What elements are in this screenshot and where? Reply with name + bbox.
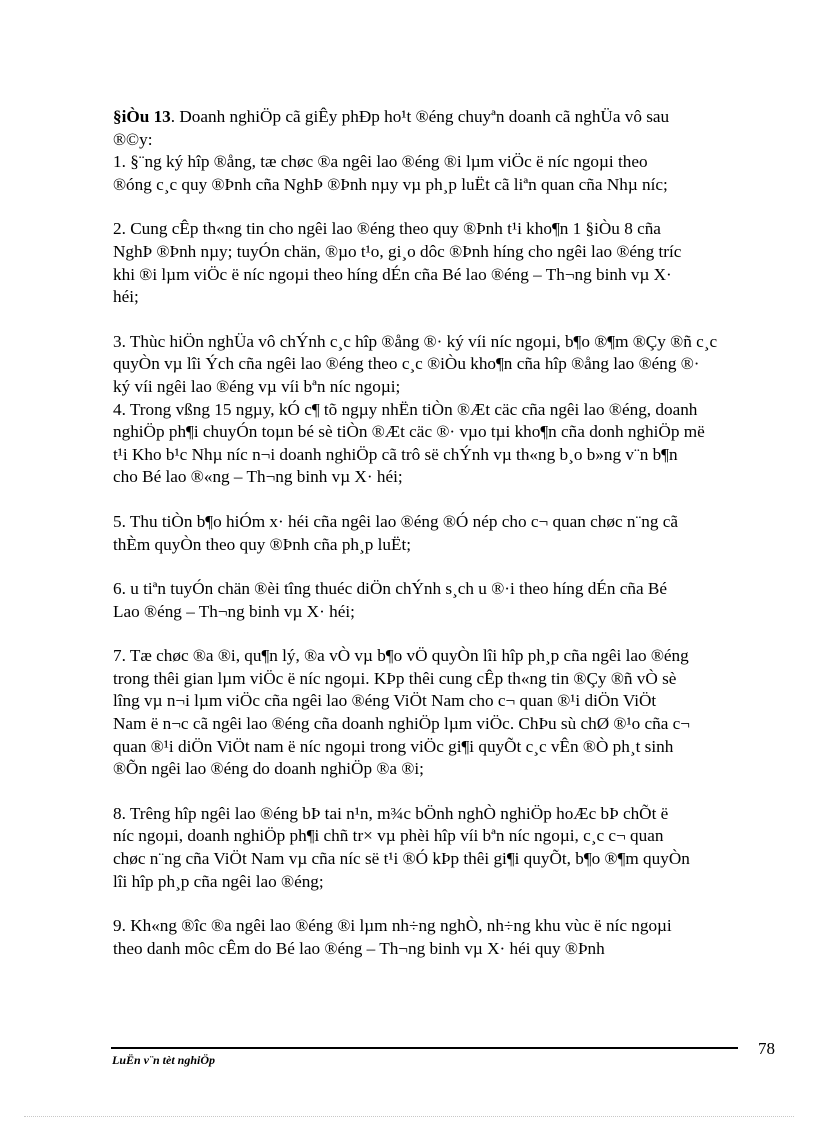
text-line: 4. Trong vßng 15 ngµy, kÓ c¶ tõ ngµy nhËn tiÒn ®Æt cäc cña ngêi lao ®éng, doanh <box>113 399 698 419</box>
paragraph-item-5 <box>113 511 760 556</box>
text-line: héi; <box>113 287 139 307</box>
text-line: NghÞ ®Þnh nµy; tuyÓn chän, ®µo t¹o, gi¸o dôc ®Þnh híng cho ngêi lao ®éng tríc <box>113 241 682 261</box>
text-line: Lao ®éng – Th¬ng binh vµ X· héi; <box>113 601 355 621</box>
paragraph-article-13-intro <box>113 106 760 196</box>
text-line: cho Bé lao ®«ng – Th¬ng binh vµ X· héi; <box>113 467 403 487</box>
text-line: Nam ë n¬c cã ngêi lao ®éng cña doanh nghiÖp lµm viÖc. ChÞu sù chØ ®¹o cña c¬ <box>113 714 690 734</box>
text-line: quyÒn vµ lîi Ých cña ngêi lao ®éng theo c¸c ®iÒu kho¶n cña hîp ®ång lao ®éng ®· <box>113 354 700 374</box>
text-line: khi ®i lµm viÖc ë níc ngoµi theo híng dÉn cña Bé lao ®éng – Th¬ng binh vµ X· <box>113 264 672 284</box>
paragraph-item-8 <box>113 803 760 893</box>
paragraph-item-7 <box>113 645 760 781</box>
paragraph-item-6 <box>113 578 760 623</box>
paragraph-item-9 <box>113 915 760 960</box>
article-heading: §iÒu 13 <box>113 107 171 126</box>
text-line: ®©y: <box>113 129 153 149</box>
text-line: 9. Kh«ng ®îc ®a ngêi lao ®éng ®i lµm nh÷ng nghÒ, nh÷ng khu vùc ë níc ngoµi <box>113 916 672 936</box>
text-line: theo danh môc cÊm do Bé lao ®éng – Th¬ng binh vµ X· héi quy ®Þnh <box>113 938 605 958</box>
text-line: §iÒu 13. Doanh nghiÖp cã giÊy phÐp ho¹t ®éng chuyªn doanh cã nghÜa vô sau <box>113 107 670 126</box>
text-line: 5. Thu tiÒn b¶o hiÓm x· héi cña ngêi lao ®éng ®Ó nép cho c¬ quan chøc n¨ng cã <box>113 511 678 531</box>
text-line: lîng vµ n¬i lµm viÖc cña ngêi lao ®éng ViÖt Nam cho c¬ quan ®¹i diÖn ViÖt <box>113 691 657 711</box>
text-line: thÈm quyÒn theo quy ®Þnh cña ph¸p luËt; <box>113 534 412 554</box>
text-line: t¹i Kho b¹c Nhµ níc n¬i doanh nghiÖp cã trô së chÝnh vµ th«ng b¸o b»ng v¨n b¶n <box>113 444 678 464</box>
footer-divider <box>111 1047 738 1049</box>
text-line: lîi hîp ph¸p cña ngêi lao ®éng; <box>113 871 324 891</box>
paragraph-item-2 <box>113 218 760 308</box>
text-line: ký víi ngêi lao ®éng vµ víi bªn níc ngoµi; <box>113 376 401 396</box>
text-line: 8. Trêng hîp ngêi lao ®éng bÞ tai n¹n, m¾c bÖnh nghÒ nghiÖp hoÆc bÞ chÕt ë <box>113 803 669 823</box>
footer-thesis-label: LuËn v¨n tèt nghiÖp <box>112 1053 216 1067</box>
text-line: nghiÖp ph¶i chuyÓn toµn bé sè tiÒn ®Æt cäc ®· vµo tµi kho¶n cña donh nghiÖp më <box>113 422 705 442</box>
text-line: ®óng c¸c quy ®Þnh cña NghÞ ®Þnh nµy vµ ph¸p luËt cã liªn quan cña Nhµ níc; <box>113 174 668 194</box>
text-line: chøc n¨ng cña ViÖt Nam vµ cña níc së t¹i ®Ó kÞp thêi gi¶i quyÕt, b¶o ®¶m quyÒn <box>113 849 690 869</box>
text-line: 7. Tæ chøc ®a ®i, qu¶n lý, ®a vÒ vµ b¶o vÖ quyÒn lîi hîp ph¸p cña ngêi lao ®éng <box>113 646 689 666</box>
text-line: ®Õn ngêi lao ®éng do doanh nghiÖp ®a ®i; <box>113 759 424 779</box>
text-line: 6. u tiªn tuyÓn chän ®èi tîng thuéc diÖn chÝnh s¸ch u ®·i theo híng dÉn cña Bé <box>113 579 668 599</box>
page-number: 78 <box>758 1039 775 1058</box>
document-body <box>113 106 760 960</box>
text-line: 1. §¨ng ký hîp ®ång, tæ chøc ®a ngêi lao ®éng ®i lµm viÖc ë níc ngoµi theo <box>113 152 648 172</box>
text-line: quan ®¹i diÖn ViÖt nam ë níc ngoµi trong viÖc gi¶i quyÕt c¸c vÊn ®Ò ph¸t sinh <box>113 736 674 756</box>
page-bottom-edge <box>24 1116 794 1117</box>
text-line: trong thêi gian lµm viÖc ë níc ngoµi. KÞp thêi cung cÊp th«ng tin ®Çy ®ñ vÒ sè <box>113 668 677 688</box>
text-line: 3. Thùc hiÖn nghÜa vô chÝnh c¸c hîp ®ång ®· ký víi níc ngoµi, b¶o ®¶m ®Çy ®ñ c¸c <box>113 331 718 351</box>
text-line: 2. Cung cÊp th«ng tin cho ngêi lao ®éng theo quy ®Þnh t¹i kho¶n 1 §iÒu 8 cña <box>113 219 661 239</box>
paragraph-item-3-4 <box>113 331 760 489</box>
text-line: níc ngoµi, doanh nghiÖp ph¶i chñ tr× vµ phèi hîp víi bªn níc ngoµi, c¸c c¬ quan <box>113 826 664 846</box>
